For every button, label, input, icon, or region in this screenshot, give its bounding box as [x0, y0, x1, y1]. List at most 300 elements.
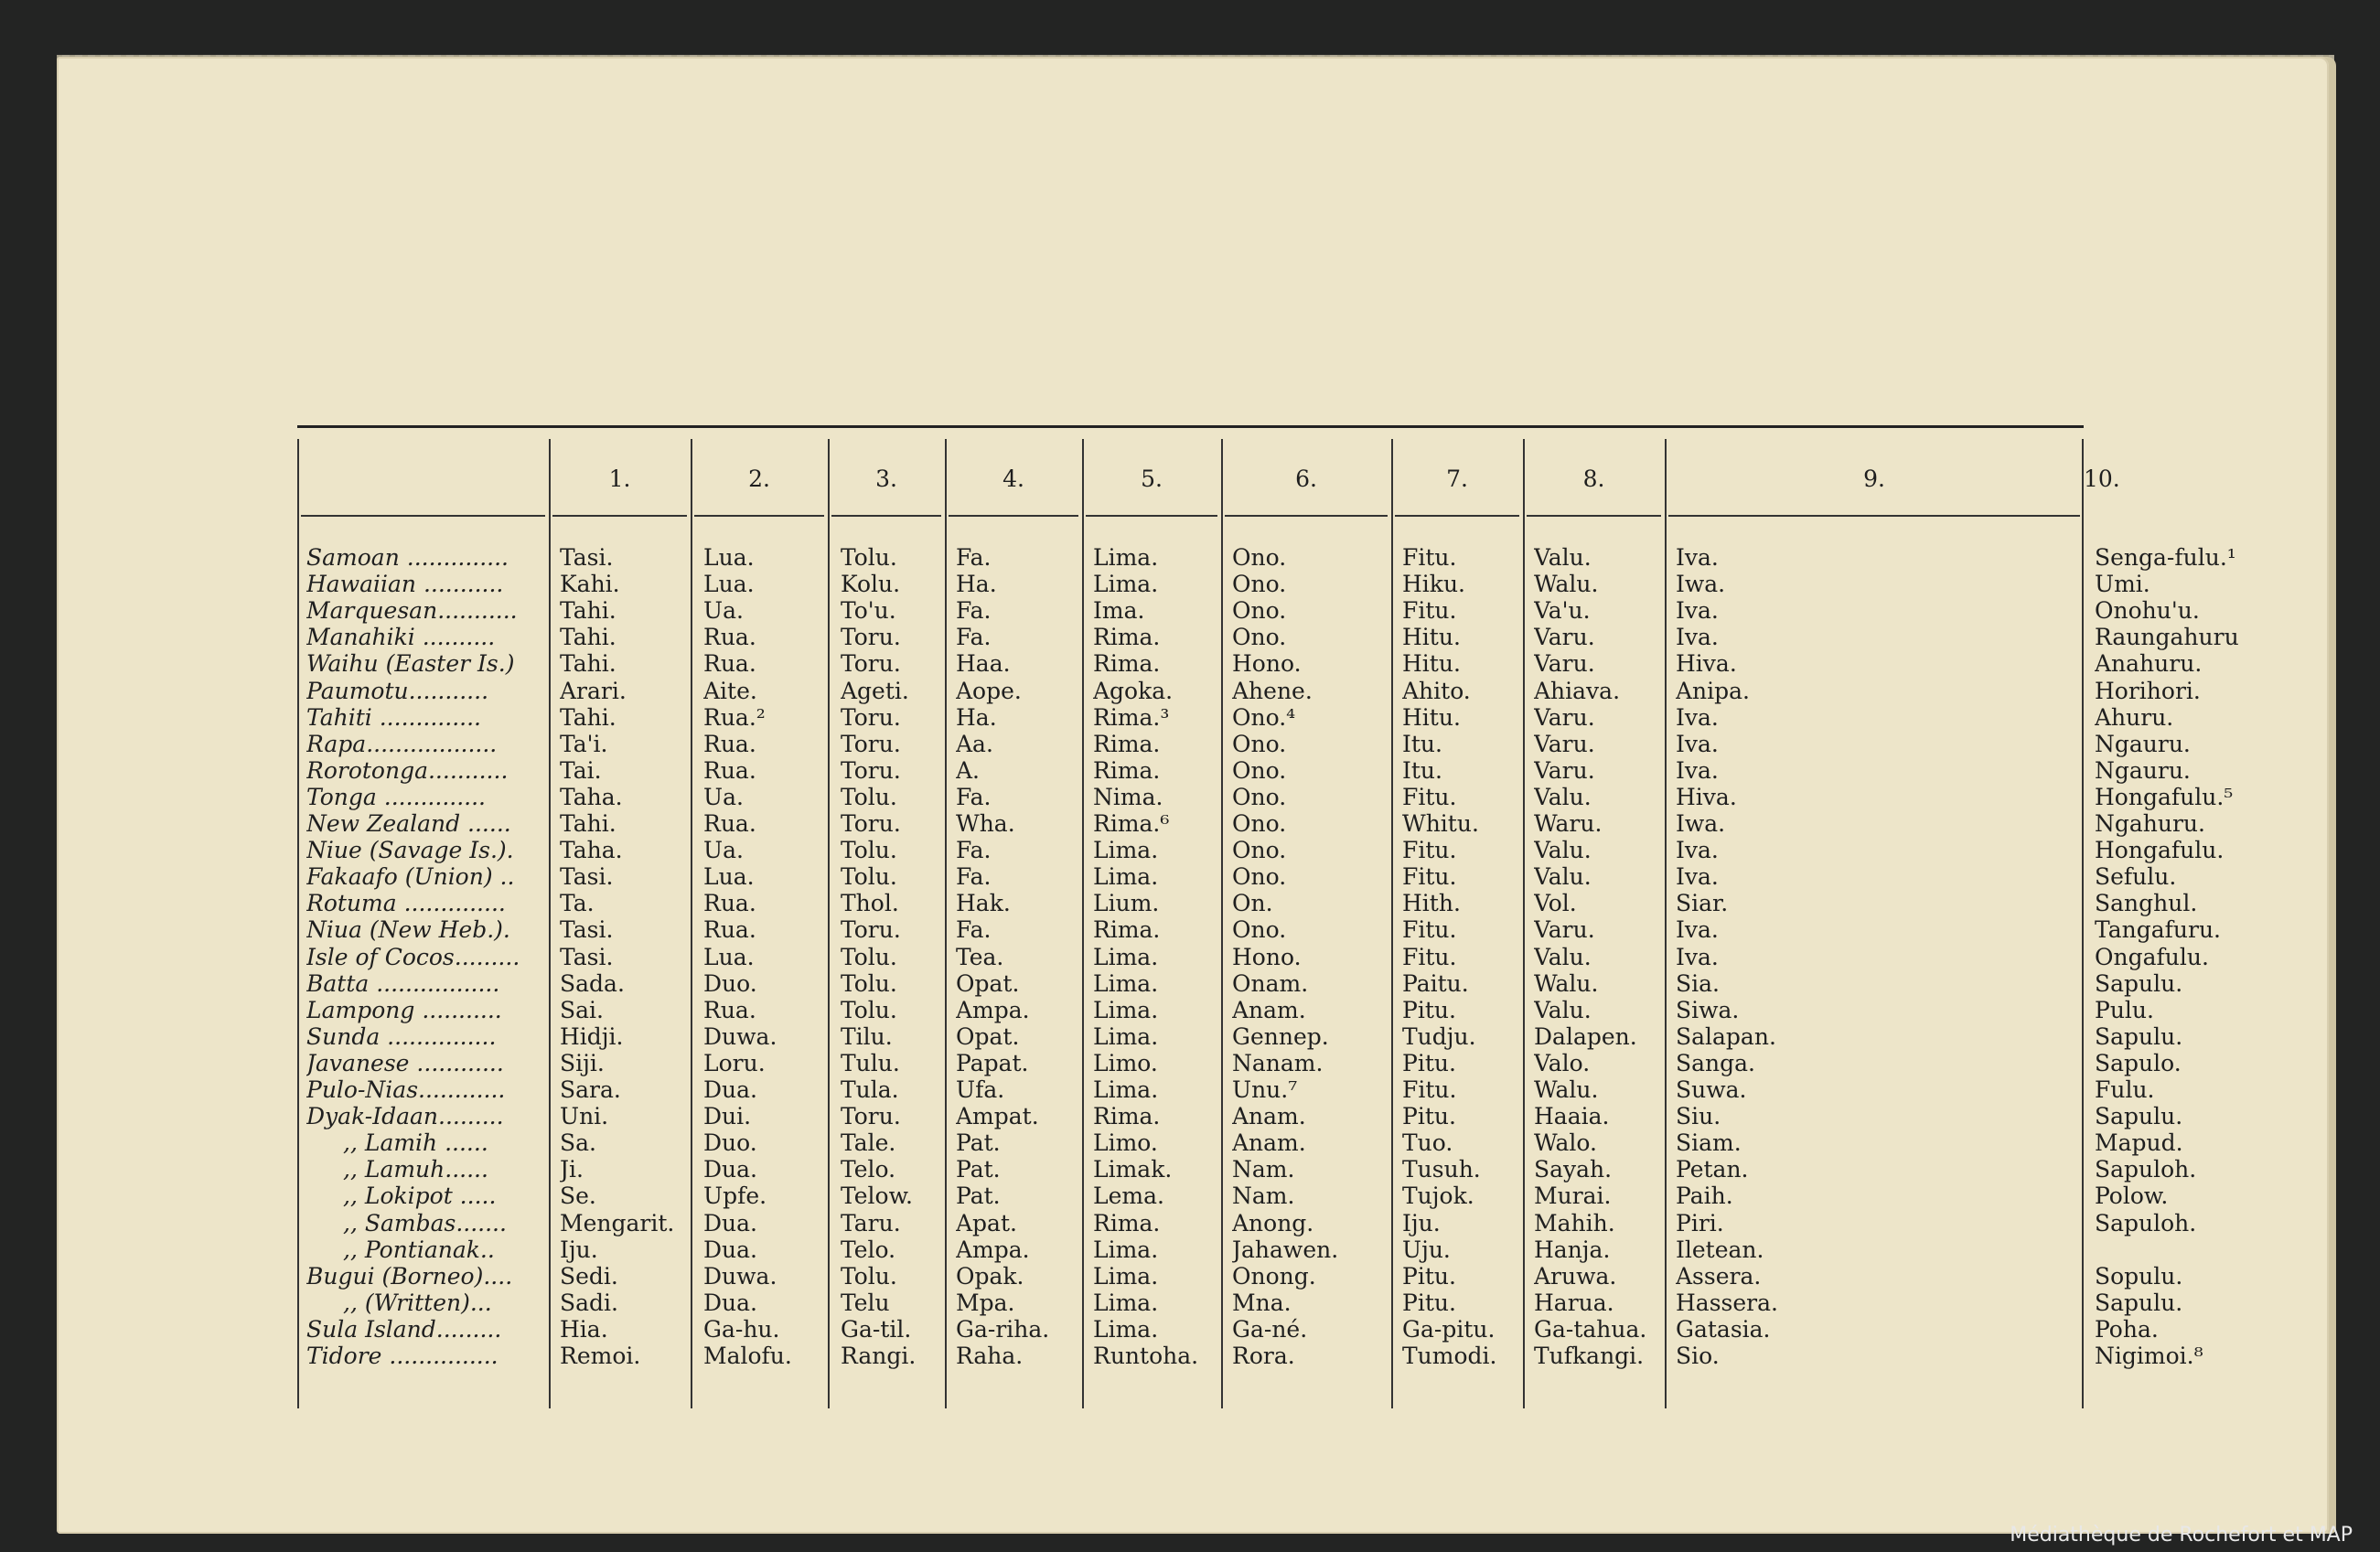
table-header — [297, 442, 2120, 515]
numeral-cell: Se. — [560, 1183, 596, 1210]
language-label: Bugui (Borneo).... — [306, 1262, 513, 1290]
numeral-cell: Ta'i. — [560, 730, 608, 757]
numeral-cell: Onam. — [1232, 969, 1309, 997]
numeral-cell: Hiva. — [1676, 783, 1737, 810]
numeral-cell: Loru. — [703, 1049, 766, 1076]
table-row — [297, 1076, 2155, 1103]
numeral-cell: A. — [956, 756, 981, 784]
numeral-cell: Toru. — [841, 703, 901, 731]
numeral-cell: Sapuloh. — [2095, 1156, 2197, 1183]
table-row — [297, 969, 2183, 997]
numeral-cell: Lima. — [1093, 1262, 1159, 1290]
table-row — [297, 1262, 2183, 1290]
numeral-cell: Varu. — [1534, 703, 1595, 731]
numeral-cell: Valu. — [1534, 996, 1592, 1023]
numeral-cell: Ono.⁴ — [1232, 703, 1296, 731]
numeral-cell: Lima. — [1093, 1076, 1159, 1103]
numeral-cell: Hitu. — [1402, 624, 1461, 651]
language-label: Rapa.................. — [306, 730, 498, 757]
numeral-cell: Va'u. — [1534, 597, 1591, 625]
numeral-cell: Telow. — [841, 1183, 913, 1210]
numeral-cell: Fitu. — [1402, 916, 1457, 944]
numeral-cell: Ga-riha. — [956, 1315, 1050, 1343]
numeral-cell: Nam. — [1232, 1156, 1295, 1183]
table-row — [297, 783, 2234, 810]
numeral-cell: Rua. — [703, 810, 756, 837]
numeral-cell: Lima. — [1093, 571, 1159, 598]
numeral-cell: Dua. — [703, 1156, 757, 1183]
numeral-cell: Dua. — [703, 1289, 757, 1316]
table-row — [297, 996, 2154, 1023]
language-label: ,, (Written)... — [343, 1289, 492, 1316]
numeral-cell: Tahi. — [560, 650, 616, 678]
table-row — [297, 597, 2200, 625]
numeral-cell: Sio. — [1676, 1343, 1720, 1369]
numeral-cell: Horihori. — [2095, 677, 2201, 704]
numeral-cell: Thol. — [841, 890, 899, 917]
numeral-cell: Tuo. — [1402, 1129, 1453, 1157]
language-label: Niue (Savage Is.). — [306, 837, 514, 864]
language-label: ,, Lamuh...... — [343, 1156, 488, 1183]
language-label: ,, Lamih ...... — [343, 1129, 488, 1157]
numeral-cell: Tufkangi. — [1534, 1343, 1645, 1369]
numeral-cell: Lima. — [1093, 544, 1159, 571]
numeral-cell: Varu. — [1534, 756, 1595, 784]
table-row — [297, 756, 2191, 784]
numeral-cell: Lium. — [1093, 890, 1160, 917]
numeral-cell: Aope. — [956, 677, 1022, 704]
numeral-cell: Iva. — [1676, 863, 1719, 891]
numeral-cell: Fa. — [956, 837, 992, 864]
numeral-cell: Arari. — [560, 677, 627, 704]
numeral-cell: Hidji. — [560, 1022, 624, 1050]
numeral-cell: Fitu. — [1402, 1076, 1457, 1103]
numeral-cell: Petan. — [1676, 1156, 1749, 1183]
numeral-cell: Taha. — [560, 783, 623, 810]
numeral-cell: Sapulu. — [2095, 969, 2183, 997]
column-header: 3. — [875, 465, 897, 492]
numeral-cell: Haa. — [956, 650, 1011, 678]
numeral-cell: Taha. — [560, 837, 623, 864]
numeral-cell: Iva. — [1676, 943, 1719, 970]
numeral-cell: Anam. — [1232, 996, 1306, 1023]
header-rule — [694, 515, 824, 517]
numeral-cell: Mahih. — [1534, 1209, 1615, 1236]
numeral-cell: Mengarit. — [560, 1209, 675, 1236]
language-label: Fakaafo (Union) .. — [306, 863, 515, 891]
numeral-cell: Iva. — [1676, 837, 1719, 864]
numeral-cell: Varu. — [1534, 916, 1595, 944]
numeral-cell: Uju. — [1402, 1236, 1451, 1263]
numeral-cell: Dua. — [703, 1076, 757, 1103]
numeral-cell: Rua. — [703, 890, 756, 917]
numeral-cell: Lima. — [1093, 943, 1159, 970]
table-row — [297, 677, 2201, 704]
numeral-cell: Walu. — [1534, 1076, 1599, 1103]
numeral-cell: Mapud. — [2095, 1129, 2183, 1157]
numeral-cell: Walo. — [1534, 1129, 1597, 1157]
numeral-cell: Sia. — [1676, 969, 1720, 997]
numeral-cell: Iwa. — [1676, 571, 1726, 598]
language-label: ,, Pontianak.. — [343, 1236, 495, 1263]
numeral-cell: Tangafuru. — [2095, 916, 2222, 944]
numeral-cell: Umi. — [2095, 571, 2150, 598]
numeral-cell: Kolu. — [841, 571, 901, 598]
numeral-cell: Siam. — [1676, 1129, 1742, 1157]
numeral-cell: Hassera. — [1676, 1289, 1778, 1316]
numeral-cell: Pat. — [956, 1129, 1001, 1157]
numeral-cell: Rora. — [1232, 1343, 1295, 1369]
numeral-cell: Rangi. — [841, 1343, 917, 1369]
numeral-cell: Itu. — [1402, 756, 1442, 784]
numeral-cell: Valo. — [1534, 1049, 1591, 1076]
numeral-cell: Ha. — [956, 571, 997, 598]
numeral-cell: Hongafulu.⁵ — [2095, 783, 2234, 810]
numeral-cell: Opat. — [956, 969, 1020, 997]
numeral-cell: Toru. — [841, 730, 901, 757]
language-label: Marquesan........... — [306, 597, 518, 625]
column-header: 4. — [1002, 465, 1024, 492]
numeral-cell: Hiva. — [1676, 650, 1737, 678]
numeral-cell: Tulu. — [841, 1049, 900, 1076]
numeral-cell: Walu. — [1534, 571, 1599, 598]
numeral-cell: Tea. — [956, 943, 1004, 970]
numeral-cell: Aa. — [956, 730, 993, 757]
numeral-cell: Whitu. — [1402, 810, 1479, 837]
numeral-cell: Toru. — [841, 624, 901, 651]
numeral-cell: Tolu. — [841, 996, 897, 1023]
numeral-cell: Runtoha. — [1093, 1343, 1199, 1369]
numeral-cell: Onong. — [1232, 1262, 1316, 1290]
numeral-cell: Tolu. — [841, 1262, 897, 1290]
column-header: 2. — [748, 465, 770, 492]
numeral-cell: Dua. — [703, 1209, 757, 1236]
table-row — [297, 1103, 2183, 1130]
numeral-cell: Opak. — [956, 1262, 1024, 1290]
numeral-cell: Ono. — [1232, 837, 1287, 864]
header-rule — [1086, 515, 1217, 517]
numeral-cell: Sapulu. — [2095, 1103, 2183, 1130]
language-label: Tonga .............. — [306, 783, 486, 810]
numeral-cell: Siji. — [560, 1049, 605, 1076]
numeral-cell: Tujok. — [1402, 1183, 1474, 1210]
numeral-cell: Rima. — [1093, 916, 1161, 944]
numeral-cell: Senga-fulu.¹ — [2095, 544, 2236, 571]
column-header: 5. — [1141, 465, 1163, 492]
numeral-cell: Anam. — [1232, 1103, 1306, 1130]
numeral-cell: Lima. — [1093, 863, 1159, 891]
numeral-cell: Sapulo. — [2095, 1049, 2182, 1076]
numeral-cell: Fulu. — [2095, 1076, 2155, 1103]
numeral-cell: Rima. — [1093, 1209, 1161, 1236]
numeral-cell: Duwa. — [703, 1022, 777, 1050]
numeral-cell: Ga-pitu. — [1402, 1315, 1496, 1343]
numeral-cell: Sopulu. — [2095, 1262, 2183, 1290]
numeral-cell: Lima. — [1093, 1315, 1159, 1343]
numeral-cell: Rima.⁶ — [1093, 810, 1170, 837]
numeral-cell: Hanja. — [1534, 1236, 1611, 1263]
numeral-cell: Apat. — [956, 1209, 1017, 1236]
numeral-cell: Rua. — [703, 756, 756, 784]
numeral-cell: Valu. — [1534, 544, 1592, 571]
numeral-cell: Siar. — [1676, 890, 1729, 917]
header-rule — [301, 515, 545, 517]
numeral-cell: Rima.³ — [1093, 703, 1170, 731]
numeral-cell: Pat. — [956, 1156, 1001, 1183]
language-label: Pulo-Nias............ — [306, 1076, 506, 1103]
numeral-cell: Ga-tahua. — [1534, 1315, 1647, 1343]
table-row — [297, 544, 2236, 571]
numeral-cell: Haaia. — [1534, 1103, 1610, 1130]
numeral-cell: Rua.² — [703, 703, 766, 731]
numeral-cell: Ono. — [1232, 863, 1287, 891]
language-label: Tidore ............... — [306, 1343, 499, 1369]
numeral-cell: Sara. — [560, 1076, 621, 1103]
numeral-cell: Ima. — [1093, 597, 1145, 625]
numeral-cell: Fitu. — [1402, 943, 1457, 970]
numeral-cell: Telo. — [841, 1236, 896, 1263]
numeral-cell: Iva. — [1676, 703, 1719, 731]
numeral-cell: Lua. — [703, 571, 755, 598]
numeral-cell: Sayah. — [1534, 1156, 1613, 1183]
numeral-cell: Remoi. — [560, 1343, 641, 1369]
numeral-cell: Tolu. — [841, 837, 897, 864]
numeral-cell: Sedi. — [560, 1262, 618, 1290]
table-row — [297, 1343, 2203, 1369]
numeral-cell: Rima. — [1093, 730, 1161, 757]
numeral-cell: Ampa. — [956, 996, 1030, 1023]
table-row — [297, 943, 2209, 970]
numeral-cell: To'u. — [841, 597, 896, 625]
numeral-cell: Vol. — [1534, 890, 1577, 917]
numeral-cell: Murai. — [1534, 1183, 1612, 1210]
header-rule — [949, 515, 1078, 517]
table-row — [297, 1236, 2084, 1263]
language-label: Paumotu........... — [306, 677, 489, 704]
numeral-cell: Agoka. — [1093, 677, 1174, 704]
numeral-cell: Opat. — [956, 1022, 1020, 1050]
numeral-cell: Lua. — [703, 863, 755, 891]
numeral-cell: Polow. — [2095, 1183, 2169, 1210]
numeral-cell: Ono. — [1232, 810, 1287, 837]
numeral-cell: Mpa. — [956, 1289, 1015, 1316]
numeral-cell: Iju. — [560, 1236, 598, 1263]
numeral-cell: Ua. — [703, 597, 744, 625]
numeral-cell: Anipa. — [1676, 677, 1751, 704]
numeral-cell: Poha. — [2095, 1315, 2159, 1343]
numeral-cell: Fitu. — [1402, 783, 1457, 810]
numeral-cell: Tasi. — [560, 943, 614, 970]
numeral-cell: Suwa. — [1676, 1076, 1747, 1103]
numeral-cell: Toru. — [841, 810, 901, 837]
table-row — [297, 1183, 2169, 1210]
numeral-cell: Dua. — [703, 1236, 757, 1263]
language-label: Javanese ............ — [306, 1049, 504, 1076]
numeral-cell: Rima. — [1093, 1103, 1161, 1130]
numeral-cell: Sada. — [560, 969, 625, 997]
numeral-cell: Limak. — [1093, 1156, 1173, 1183]
header-rule — [831, 515, 941, 517]
numeral-cell: Hiku. — [1402, 571, 1465, 598]
language-label: Niua (New Heb.). — [306, 916, 510, 944]
table-row — [297, 1022, 2183, 1050]
numeral-cell: Tahi. — [560, 703, 616, 731]
numeral-cell: Paitu. — [1402, 969, 1469, 997]
numeral-cell: Nanam. — [1232, 1049, 1324, 1076]
numeral-cell: Pitu. — [1402, 1103, 1456, 1130]
table-row — [297, 1209, 2197, 1236]
numeral-cell: Ageti. — [841, 677, 909, 704]
numeral-cell: Toru. — [841, 650, 901, 678]
numeral-cell: Iva. — [1676, 544, 1719, 571]
numeral-cell: Pat. — [956, 1183, 1001, 1210]
numeral-cell: Fitu. — [1402, 597, 1457, 625]
numeral-cell: Ua. — [703, 783, 744, 810]
table-row — [297, 1049, 2182, 1076]
numeral-cell: Aite. — [703, 677, 757, 704]
language-label: Samoan .............. — [306, 544, 509, 571]
numeral-cell: Tolu. — [841, 943, 897, 970]
language-label: Isle of Cocos......... — [306, 943, 520, 970]
table-row — [297, 730, 2191, 757]
numeral-cell: Nima. — [1093, 783, 1163, 810]
numeral-cell: Assera. — [1676, 1262, 1762, 1290]
numeral-cell: Fa. — [956, 916, 992, 944]
header-rule — [1225, 515, 1388, 517]
numeral-cell: Uni. — [560, 1103, 609, 1130]
numeral-cell: Hono. — [1232, 650, 1302, 678]
numeral-cell: Anam. — [1232, 1129, 1306, 1157]
numeral-cell: Toru. — [841, 756, 901, 784]
numeral-cell: On. — [1232, 890, 1273, 917]
numeral-cell: Rua. — [703, 730, 756, 757]
numeral-cell: Ji. — [560, 1156, 584, 1183]
numeral-cell: Lima. — [1093, 1289, 1159, 1316]
numeral-cell: Sanga. — [1676, 1049, 1755, 1076]
numeral-cell: Pitu. — [1402, 1049, 1456, 1076]
numeral-cell: Fa. — [956, 863, 992, 891]
numeral-cell: Ngahuru. — [2095, 810, 2205, 837]
numeral-cell: Lima. — [1093, 1022, 1159, 1050]
header-rule — [1668, 515, 2080, 517]
numeral-cell: Ga-til. — [841, 1315, 912, 1343]
numeral-cell: Tula. — [841, 1076, 899, 1103]
numeral-cell: Nam. — [1232, 1183, 1295, 1210]
numeral-cell: Hak. — [956, 890, 1011, 917]
numeral-cell: Lua. — [703, 943, 755, 970]
numeral-cell: Hongafulu. — [2095, 837, 2225, 864]
numeral-cell: Lima. — [1093, 1236, 1159, 1263]
numeral-cell: Iva. — [1676, 624, 1719, 651]
numeral-cell: Valu. — [1534, 863, 1592, 891]
numeral-cell: Ono. — [1232, 597, 1287, 625]
column-header: 1. — [608, 465, 631, 492]
column-header: 8. — [1582, 465, 1605, 492]
numeral-cell: Lima. — [1093, 969, 1159, 997]
numeral-cell: Ono. — [1232, 916, 1287, 944]
numeral-cell: Limo. — [1093, 1049, 1158, 1076]
numeral-cell: Anahuru. — [2095, 650, 2203, 678]
numeral-cell: Toru. — [841, 916, 901, 944]
numeral-cell: Varu. — [1534, 650, 1595, 678]
table-top-rule — [297, 425, 2084, 428]
numeral-cell: Itu. — [1402, 730, 1442, 757]
numeral-cell: Pulu. — [2095, 996, 2154, 1023]
numeral-cell: Hith. — [1402, 890, 1461, 917]
numeral-cell: Duwa. — [703, 1262, 777, 1290]
numeral-cell: Tasi. — [560, 544, 614, 571]
numeral-cell: Hia. — [560, 1315, 608, 1343]
numeral-cell: Ta. — [560, 890, 595, 917]
numeral-cell: Raha. — [956, 1343, 1024, 1369]
table-row — [297, 916, 2222, 944]
numeral-cell: Tolu. — [841, 863, 897, 891]
numeral-cell: Gatasia. — [1676, 1315, 1771, 1343]
numeral-cell: Fa. — [956, 544, 992, 571]
numeral-cell: Ufa. — [956, 1076, 1005, 1103]
numeral-cell: Valu. — [1534, 837, 1592, 864]
column-header: 9. — [1863, 465, 1885, 492]
numeral-cell: Gennep. — [1232, 1022, 1329, 1050]
numeral-cell: Tumodi. — [1402, 1343, 1497, 1369]
numeral-cell: Siu. — [1676, 1103, 1721, 1130]
numeral-cell: Salapan. — [1676, 1022, 1776, 1050]
numeral-cell: Ono. — [1232, 544, 1287, 571]
numeral-cell: Iletean. — [1676, 1236, 1764, 1263]
numeral-cell: Rua. — [703, 916, 756, 944]
numeral-cell: Rima. — [1093, 624, 1161, 651]
numeral-cell: Tolu. — [841, 544, 897, 571]
numeral-cell: Pitu. — [1402, 1289, 1456, 1316]
table-row — [297, 863, 2177, 891]
numeral-cell: Nigimoi.⁸ — [2095, 1343, 2203, 1369]
language-label: Sunda ............... — [306, 1022, 497, 1050]
numeral-cell: Aruwa. — [1534, 1262, 1617, 1290]
column-header: 7. — [1446, 465, 1468, 492]
numeral-cell: Iva. — [1676, 730, 1719, 757]
language-label: New Zealand ...... — [306, 810, 511, 837]
language-label: Rotuma .............. — [306, 890, 506, 917]
numeral-cell: Dalapen. — [1534, 1022, 1637, 1050]
numeral-cell: Anong. — [1232, 1209, 1314, 1236]
numeral-cell: Raungahuru — [2095, 624, 2239, 651]
numeral-cell: Tai. — [560, 756, 602, 784]
numeral-cell: Sai. — [560, 996, 604, 1023]
table-row — [297, 810, 2205, 837]
numeral-cell: Ampat. — [956, 1103, 1039, 1130]
numeral-cell: Iva. — [1676, 597, 1719, 625]
numeral-cell: Fitu. — [1402, 544, 1457, 571]
numeral-cell: Fitu. — [1402, 837, 1457, 864]
numeral-cell: Ono. — [1232, 730, 1287, 757]
numeral-cell: Sanghul. — [2095, 890, 2198, 917]
header-rule — [1527, 515, 1661, 517]
numeral-cell: Toru. — [841, 1103, 901, 1130]
numeral-cell: Paih. — [1676, 1183, 1733, 1210]
numeral-cell: Fa. — [956, 783, 992, 810]
language-label: Hawaiian ........... — [306, 571, 504, 598]
numeral-cell: Sapuloh. — [2095, 1209, 2197, 1236]
numeral-cell: Varu. — [1534, 624, 1595, 651]
table-row — [297, 1156, 2197, 1183]
numeral-cell: Ahene. — [1232, 677, 1313, 704]
numeral-cell: Iwa. — [1676, 810, 1726, 837]
table-row — [297, 650, 2203, 678]
numeral-cell: Tahi. — [560, 624, 616, 651]
numeral-cell: Ono. — [1232, 571, 1287, 598]
numeral-cell: Sa. — [560, 1129, 596, 1157]
language-label: Batta ................. — [306, 969, 500, 997]
